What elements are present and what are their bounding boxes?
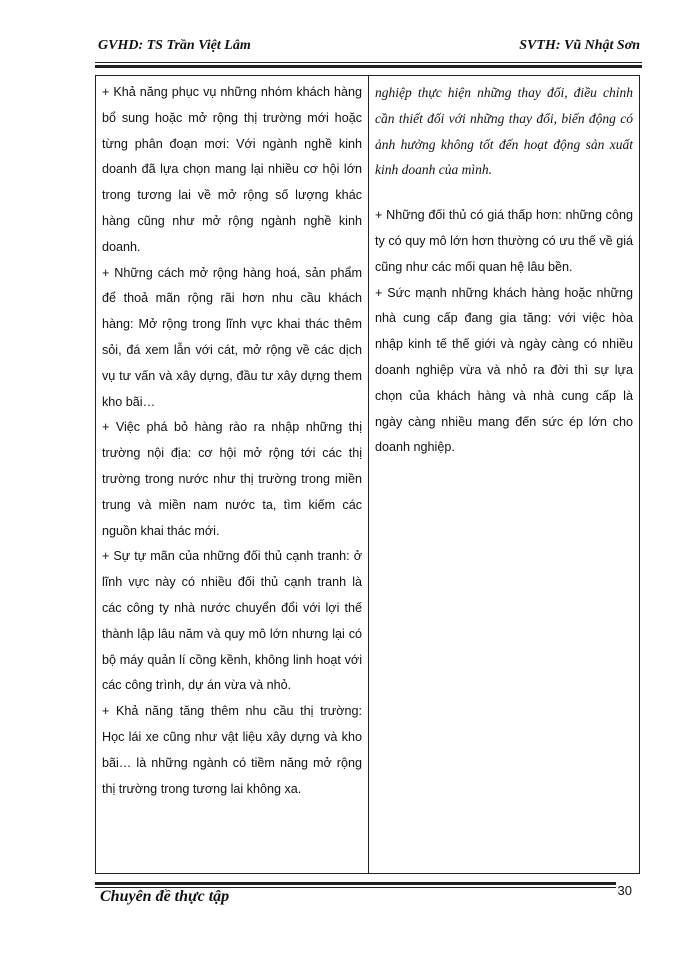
left-column <box>96 76 369 873</box>
right-paragraph-1: + Những đối thủ có giá thấp hơn: những công ty có quy mô lớn hơn thường có ưu thế về giá cũng như các mối quan hệ lâu bền. <box>375 208 633 274</box>
left-paragraph-1: + Khả năng phục vụ những nhóm khách hàng bổ sung hoặc mở rộng thị trường mới hoặc từng phân đoạn mơi: Với ngành nghề kinh doanh đã lựa chọn mang lại nhiều cơ hội lớn trong tương lai về mở rộng số lượng khác hàng cũng như mở rộng ngành nghề kinh doanh. <box>102 85 362 254</box>
header-divider <box>95 62 642 68</box>
swot-table <box>95 75 640 874</box>
page-header <box>98 38 640 60</box>
paragraph-gap <box>375 183 633 203</box>
left-paragraph-3: + Việc phá bỏ hàng rào ra nhập những thị trường nội địa: cơ hội mở rộng tới các thị trường trong nước như thị trường trong miền trung và miền nam nước ta, tìm kiếm các nguồn khai thác mới. <box>102 420 362 538</box>
supervisor-label: GVHD: TS Trần Việt Lâm <box>98 38 251 53</box>
right-column <box>369 76 639 873</box>
student-label: SVTH: Vũ Nhật Sơn <box>519 38 640 53</box>
right-paragraph-2: + Sức mạnh những khách hàng hoặc những nhà cung cấp đang gia tăng: với việc hòa nhập kinh tế thế giới và ngày càng có nhiều doanh nghiệp vừa và nhỏ ra đời thì sự lựa chọn của khách hàng và nhà cung cấp là ngày càng nhiều mang đến sức ép lớn cho doanh nghiệp. <box>375 285 633 455</box>
left-paragraph-5: + Khả năng tăng thêm nhu cầu thị trường: Học lái xe cũng như vật liệu xây dựng và kho bãi… là những ngành có tiềm năng mở rộng thị trường trong tương lai không xa. <box>102 704 362 796</box>
left-paragraph-4: + Sự tự mãn của những đối thủ cạnh tranh: ở lĩnh vực này có nhiều đối thủ cạnh tranh là các công ty nhà nước chuyển đổi với lợi thế thành lập lâu năm và quy mô lớn nhưng lại có bộ máy quản lí cồng kềnh, không linh hoạt với các công trình, dự án vừa và nhỏ. <box>102 549 362 693</box>
right-intro-paragraph: nghiệp thực hiện những thay đổi, điều chỉnh cần thiết đối với những thay đổi, biến động có ảnh hưởng không tốt đến hoạt động sản xuất kinh doanh của mình. <box>375 85 633 178</box>
footer-title: Chuyên đề thực tập <box>100 888 230 905</box>
left-paragraph-2: + Những cách mở rộng hàng hoá, sản phẩm để thoả mãn rộng rãi hơn nhu cầu khách hàng: Mở rộng trong lĩnh vực khai thác thêm sỏi, đá xem lẫn với cát, mở rộng về các dịch vụ tư vấn và xây dựng, đầu tư xây dựng them kho bãi… <box>102 265 362 409</box>
page-number: 30 <box>617 883 632 898</box>
